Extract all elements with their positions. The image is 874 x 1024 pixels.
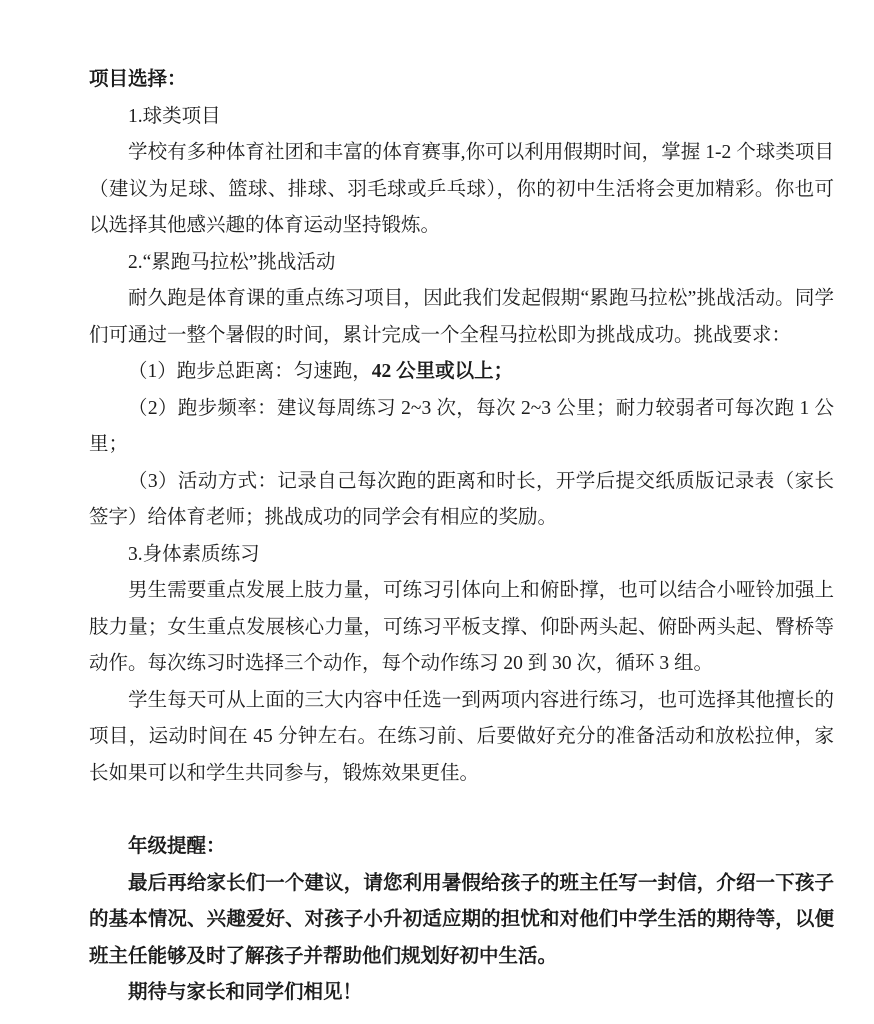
para-requirement-frequency [89,391,834,464]
text-run: （3）活动方式：记录自己每次跑的距离和时长，开学后提交纸质版记录表（家长签字）给体育老师；挑战成功的同学会有相应的奖励。 [89,470,834,528]
text-run: 1.球类项目 [128,105,221,127]
text-run: 最后再给家长们一个建议，请您利用暑假给孩子的班主任写一封信，介绍一下孩子的基本情况、兴趣爱好、对孩子小升初适应期的担忧和对他们中学生活的期待等，以便班主任能够及时了解孩子并帮助他们规划好初中生活。 [89,872,834,967]
heading-grade-reminder [89,829,834,866]
text-run: 期待与家长和同学们相见！ [128,982,363,1003]
para-marathon-title [89,245,834,282]
text-run-bold: 42 公里或以上； [371,361,514,382]
para-marathon-body [89,281,834,354]
para-requirement-distance [89,354,834,391]
para-closing [89,975,834,1012]
text-run: 年级提醒： [128,836,226,857]
para-fitness-body [89,573,834,683]
para-daily-practice [89,683,834,793]
text-run: 3.身体素质练习 [128,543,260,565]
text-run: 耐久跑是体育课的重点练习项目，因此我们发起假期“累跑马拉松”挑战活动。同学们可通过一整个暑假的时间，累计完成一个全程马拉松即为挑战成功。挑战要求： [89,288,834,346]
para-parent-advice [89,866,834,976]
text-run: （2）跑步频率：建议每周练习 2~3 次，每次 2~3 公里；耐力较弱者可每次跑 1 公里； [89,397,834,455]
text-run: 男生需要重点发展上肢力量，可练习引体向上和俯卧撑，也可以结合小哑铃加强上肢力量；女生重点发展核心力量，可练习平板支撑、仰卧两头起、俯卧两头起、臀桥等动作。每次练习时选择三个动作，每个动作练习 20 到 30 次，循环 3 组。 [89,580,834,674]
text-run: 学校有多种体育社团和丰富的体育赛事,你可以利用假期时间，掌握 1-2 个球类项目（建议为足球、篮球、排球、羽毛球或乒乓球），你的初中生活将会更加精彩。你也可以选择其他感兴趣的体育运动坚持锻炼。 [89,142,834,236]
text-run: 2.“累跑马拉松”挑战活动 [128,251,336,273]
text-run: 项目选择： [89,69,187,90]
text-run: （1）跑步总距离：匀速跑， [128,361,372,382]
para-ball-sports-body [89,135,834,245]
heading-project-selection [89,62,834,99]
para-ball-sports-title [89,99,834,136]
para-fitness-title [89,537,834,574]
text-run: 学生每天可从上面的三大内容中任选一到两项内容进行练习，也可选择其他擅长的项目，运动时间在 45 分钟左右。在练习前、后要做好充分的准备活动和放松拉伸，家长如果可以和学生共同参与，锻炼效果更佳。 [89,689,834,784]
para-requirement-method [89,464,834,537]
